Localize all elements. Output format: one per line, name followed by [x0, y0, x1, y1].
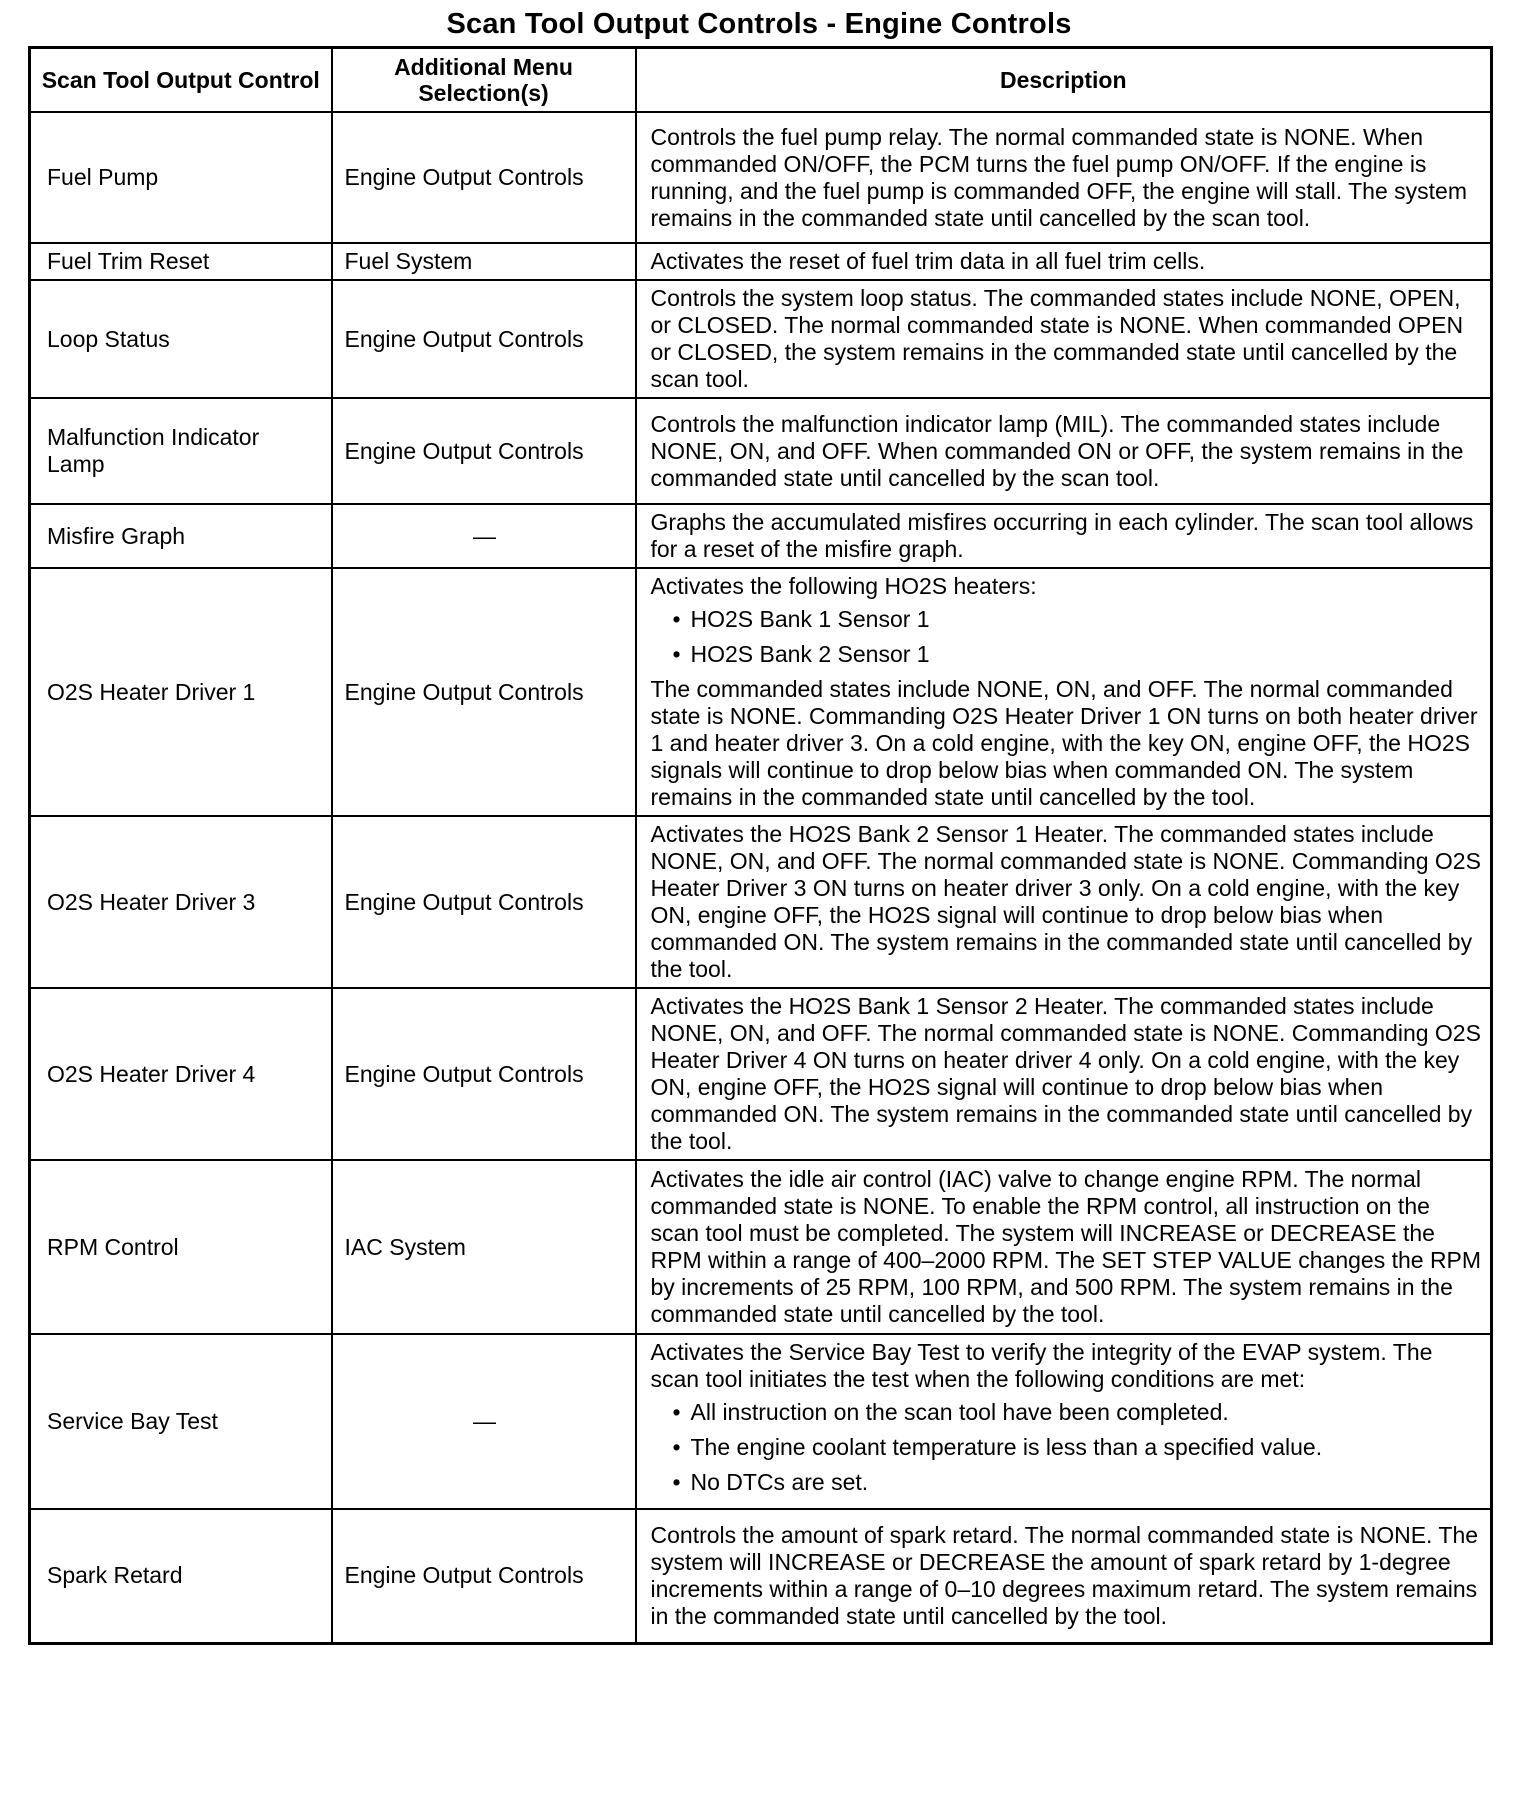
cell-menu-selection: Engine Output Controls: [332, 1509, 636, 1643]
table-row: [30, 816, 1492, 988]
bullet-item: • HO2S Bank 2 Sensor 1: [673, 641, 1483, 668]
cell-output-control: O2S Heater Driver 1: [30, 568, 332, 816]
bullet-item: • The engine coolant temperature is less than a specified value.: [673, 1434, 1483, 1461]
cell-menu-selection: Engine Output Controls: [332, 816, 636, 988]
cell-output-control: RPM Control: [30, 1160, 332, 1334]
description-text: Controls the system loop status. The commanded states include NONE, OPEN, or CLOSED. The normal commanded state is NONE. When commanded OPEN or CLOSED, the system remains in the commanded state until cancelled by the scan tool.: [650, 285, 1464, 392]
description-text: Activates the HO2S Bank 2 Sensor 1 Heater. The commanded states include NONE, ON, and OFF. The normal commanded state is NONE. Commanding O2S Heater Driver 3 ON turns on heater driver 3 only. On a cold engine, with the key ON, engine OFF, the HO2S signal will continue to drop below bias when commanded ON. The system remains in the commanded state until cancelled by the tool.: [650, 821, 1481, 982]
cell-description: [636, 504, 1492, 568]
description-text: Activates the HO2S Bank 1 Sensor 2 Heater. The commanded states include NONE, ON, and OFF. The normal commanded state is NONE. Commanding O2S Heater Driver 4 ON turns on heater driver 4 only. On a cold engine, with the key ON, engine OFF, the HO2S signal will continue to drop below bias when commanded ON. The system remains in the commanded state until cancelled by the tool.: [650, 993, 1481, 1154]
cell-output-control: Spark Retard: [30, 1509, 332, 1643]
header-additional-menu-selection: Additional Menu Selection(s): [332, 48, 636, 113]
table-header-row: [30, 48, 1492, 113]
output-controls-table: [28, 46, 1493, 1645]
cell-menu-selection: Engine Output Controls: [332, 112, 636, 243]
table-row: [30, 1509, 1492, 1643]
header-scan-tool-output-control: Scan Tool Output Control: [30, 48, 332, 113]
description-text-continued: The commanded states include NONE, ON, and OFF. The normal commanded state is NONE. Commanding O2S Heater Driver 1 ON turns on both heater driver 1 and heater driver 3. On a cold engine, with the key ON, engine OFF, the HO2S signals will continue to drop below bias when commanded ON. The system remains in the commanded state until cancelled by the tool.: [650, 676, 1478, 810]
cell-description: [636, 280, 1492, 398]
cell-description: [636, 988, 1492, 1160]
table-row: [30, 398, 1492, 504]
bullet-item: • HO2S Bank 1 Sensor 1: [673, 606, 1483, 633]
cell-menu-selection: Engine Output Controls: [332, 280, 636, 398]
header-description: Description: [636, 48, 1492, 113]
cell-output-control: Malfunction Indicator Lamp: [30, 398, 332, 504]
cell-description: [636, 568, 1492, 816]
bullet-item: • All instruction on the scan tool have been completed.: [673, 1399, 1483, 1426]
table-row: [30, 988, 1492, 1160]
description-text: Controls the malfunction indicator lamp (MIL). The commanded states include NONE, ON, and OFF. When commanded ON or OFF, the system remains in the commanded state until cancelled by the scan tool.: [650, 410, 1464, 491]
description-text: Activates the idle air control (IAC) valve to change engine RPM. The normal commanded state is NONE. To enable the RPM control, all instruction on the scan tool must be completed. The system will INCREASE or DECREASE the RPM within a range of 400–2000 RPM. The SET STEP VALUE changes the RPM by increments of 25 RPM, 100 RPM, and 500 RPM. The system remains in the commanded state until cancelled by the tool.: [650, 1166, 1482, 1327]
cell-description: [636, 398, 1492, 504]
cell-description: [636, 243, 1492, 280]
cell-description: [636, 1160, 1492, 1334]
cell-menu-selection: Engine Output Controls: [332, 398, 636, 504]
bullet-list: [651, 1399, 1483, 1496]
bullet-list: [651, 606, 1483, 668]
description-text: Activates the reset of fuel trim data in all fuel trim cells.: [650, 248, 1206, 274]
table-row: [30, 504, 1492, 568]
cell-menu-selection: —: [332, 1334, 636, 1509]
description-text: Controls the amount of spark retard. The normal commanded state is NONE. The system will INCREASE or DECREASE the amount of spark retard by 1-degree increments within a range of 0–10 degrees maximum retard. The system remains in the commanded state until cancelled by the tool.: [650, 1521, 1479, 1629]
cell-menu-selection: Fuel System: [332, 243, 636, 280]
cell-menu-selection: IAC System: [332, 1160, 636, 1334]
cell-output-control: O2S Heater Driver 4: [30, 988, 332, 1160]
cell-output-control: Fuel Trim Reset: [30, 243, 332, 280]
cell-menu-selection: Engine Output Controls: [332, 568, 636, 816]
cell-menu-selection: —: [332, 504, 636, 568]
cell-output-control: Misfire Graph: [30, 504, 332, 568]
cell-description: [636, 1334, 1492, 1509]
bullet-item: • No DTCs are set.: [673, 1469, 1483, 1496]
cell-description: [636, 112, 1492, 243]
cell-output-control: O2S Heater Driver 3: [30, 816, 332, 988]
cell-output-control: Loop Status: [30, 280, 332, 398]
document-page: [28, 4, 1490, 1645]
cell-menu-selection: Engine Output Controls: [332, 988, 636, 1160]
description-text: Activates the following HO2S heaters:: [650, 573, 1037, 599]
table-row: [30, 1334, 1492, 1509]
cell-output-control: Fuel Pump: [30, 112, 332, 243]
description-text: Controls the fuel pump relay. The normal commanded state is NONE. When commanded ON/OFF, the PCM turns the fuel pump ON/OFF. If the engine is running, and the fuel pump is commanded OFF, the engine will stall. The system remains in the commanded state until cancelled by the scan tool.: [650, 123, 1467, 231]
cell-output-control: Service Bay Test: [30, 1334, 332, 1509]
cell-description: [636, 1509, 1492, 1643]
description-text: Activates the Service Bay Test to verify the integrity of the EVAP system. The scan tool initiates the test when the following conditions are met:: [650, 1339, 1433, 1392]
table-body: [30, 112, 1492, 1643]
table-row: [30, 568, 1492, 816]
page-title: Scan Tool Output Controls - Engine Controls: [446, 8, 1072, 40]
table-row: [30, 1160, 1492, 1334]
cell-description: [636, 816, 1492, 988]
table-row: [30, 112, 1492, 243]
table-row: [30, 280, 1492, 398]
description-text: Graphs the accumulated misfires occurring in each cylinder. The scan tool allows for a reset of the misfire graph.: [650, 509, 1474, 562]
table-row: [30, 243, 1492, 280]
